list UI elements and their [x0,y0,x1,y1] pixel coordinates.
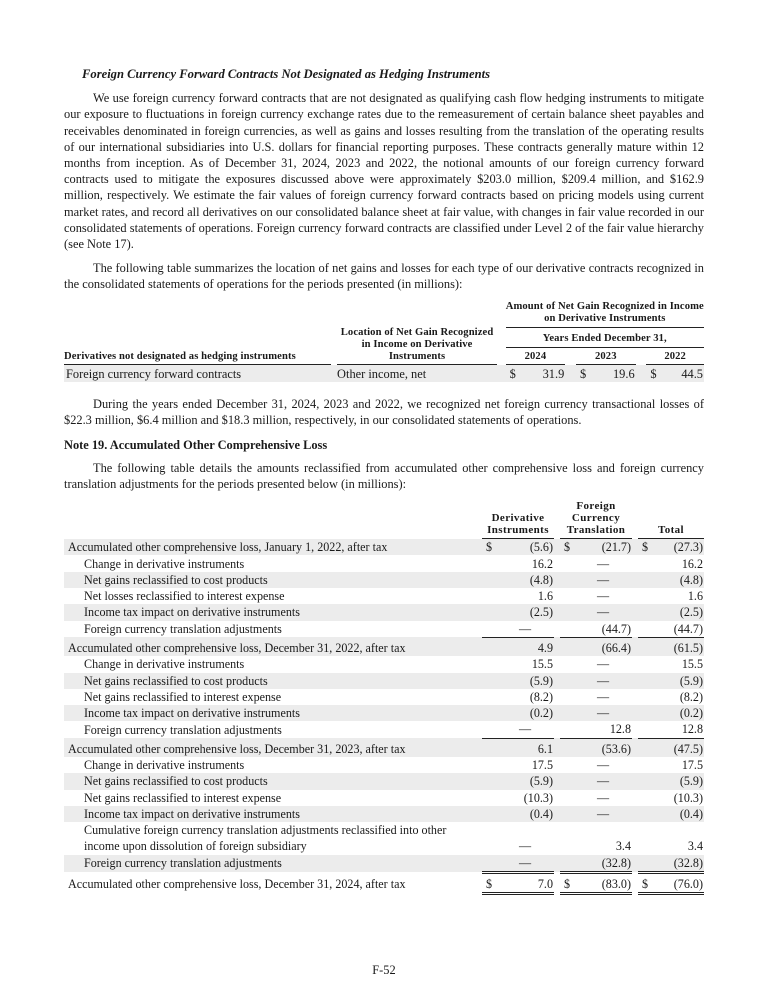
cell-value: (53.6) [574,738,632,757]
cell-value: (5.6) [496,539,554,556]
cell-value: — [596,758,610,773]
currency-symbol [638,588,652,604]
currency-symbol [560,588,574,604]
cell-value: — [596,657,610,672]
currency-symbol [482,555,496,571]
cell-value: (32.8) [652,855,704,873]
currency-symbol [638,689,652,705]
currency-symbol: $ [506,365,521,383]
header-year-2022: 2022 [646,347,704,364]
currency-symbol [482,721,496,738]
cell-value: 12.8 [574,721,632,738]
currency-symbol [638,673,652,689]
cell-value: 1.6 [537,589,553,604]
table-row [64,656,704,672]
cell-value: — [496,855,554,873]
currency-symbol [482,637,496,656]
cell-value: (10.3) [673,790,703,805]
currency-symbol [638,572,652,588]
cell-value: 3.4 [687,839,703,854]
cell-value: — [596,689,610,704]
aoci-table-body [64,539,704,894]
cell-value: 6.1 [496,738,554,757]
page-number: F-52 [372,963,396,977]
row-label: Foreign currency translation adjustments [64,855,476,873]
row-label: Accumulated other comprehensive loss, December 31, 2023, after tax [64,738,476,757]
balance-row [64,637,704,656]
currency-symbol [560,637,574,656]
currency-symbol [560,721,574,738]
currency-symbol [560,757,574,773]
table-row [64,757,704,773]
header-amount-net-gain: Amount of Net Gain Recognized in Income on Derivative Instruments [506,301,704,328]
cell-value: (0.2) [496,705,554,721]
currency-symbol: $ [560,539,574,556]
header-derivative-instruments: Derivative Instruments [482,500,554,539]
row-label: Foreign currency translation adjustments [84,722,282,737]
cell-value: (21.7) [574,539,632,556]
balance-row [64,738,704,757]
cell-value: (32.8) [574,855,632,873]
cell-value: (5.9) [652,773,704,789]
cell-value: — [574,604,632,620]
row-label: Net gains reclassified to cost products [64,572,476,588]
value-2024: 31.9 [521,365,566,383]
table-row [64,806,704,822]
currency-symbol [482,773,496,789]
currency-symbol [638,822,652,854]
currency-symbol [482,705,496,721]
row-label: Change in derivative instruments [84,657,245,672]
derivative-gains-table [64,301,704,383]
currency-symbol: $ [576,365,591,383]
note-19-heading: Note 19. Accumulated Other Comprehensive Loss [64,437,328,452]
cell-value: 17.5 [531,758,553,773]
cell-value: (66.4) [574,637,632,656]
cell-value: — [596,790,610,805]
value-2023: 19.6 [591,365,636,383]
table-row [64,588,704,604]
currency-symbol: $ [646,365,661,383]
header-years-ended: Years Ended December 31, [506,327,704,347]
cell-value: (76.0) [652,872,704,893]
currency-symbol [560,822,574,854]
currency-symbol: $ [482,539,496,556]
aoci-table [64,500,704,895]
currency-symbol [482,673,496,689]
currency-symbol [482,806,496,822]
cell-value: (4.8) [496,572,554,588]
row-location: Other income, net [337,365,497,383]
row-label: Foreign currency translation adjustments [84,621,282,636]
document-page [64,66,704,895]
currency-symbol [482,790,496,806]
currency-symbol [482,757,496,773]
cell-value: — [496,621,554,638]
currency-symbol [482,604,496,620]
currency-symbol [482,621,496,638]
currency-symbol [482,588,496,604]
table-row [64,365,704,383]
cell-value: (0.4) [496,806,554,822]
header-location: Location of Net Gain Recognized in Income on Derivative Instruments [337,327,497,365]
currency-symbol [482,689,496,705]
table-row [64,721,704,738]
row-label: Net gains reclassified to cost products [64,773,476,789]
header-year-2024: 2024 [506,347,566,364]
currency-symbol [482,572,496,588]
cell-value: (47.5) [652,738,704,757]
cell-value: — [596,556,610,571]
currency-symbol [638,855,652,873]
table-row [64,673,704,689]
cell-value: — [574,806,632,822]
currency-symbol [638,637,652,656]
currency-symbol [560,773,574,789]
cell-value: — [518,839,532,854]
row-label: Change in derivative instruments [84,758,245,773]
table-row [64,621,704,638]
table-row [64,773,704,789]
header-year-2023: 2023 [576,347,636,364]
currency-symbol [638,555,652,571]
currency-symbol [560,705,574,721]
row-label: Cumulative foreign currency translation adjustments reclassified into other income upon dissolution of foreign subsidiary [84,823,447,854]
cell-value: (44.7) [652,621,704,638]
currency-symbol [560,604,574,620]
table-row [64,790,704,806]
currency-symbol [560,790,574,806]
cell-value: 16.2 [681,556,703,571]
value-2022: 44.5 [661,365,704,383]
row-label: Net gains reclassified to interest expense [84,790,282,805]
table-row [64,689,704,705]
cell-value: (61.5) [652,637,704,656]
cell-value: 7.0 [496,872,554,893]
paragraph-forward-contracts: We use foreign currency forward contracts that are not designated as qualifying cash flow hedging instruments to mitigate our exposure to fluctuations in foreign currency exchange rates due to the remeasurement of certain balance sheet payables and receivables denominated in foreign currencies, as well as gains and losses resulting from the translation of the operating results of our international subsidiaries into U.S. dollars for financial reporting purposes. These contracts generally mature within 12 months from inception. As of December 31, 2024, 2023 and 2022, the notional amounts of our foreign currency forward contracts used to mitigate the exposures discussed above were approximately $203.0 million, $209.4 million, and $162.9 million, respectively. We estimate the fair values of foreign currency forward contracts based on pricing models using current market rates, and record all derivatives on our consolidated balance sheet at fair value, with changes in fair value recorded in our consolidated statements of operations. Foreign currency forward contracts are classified under Level 2 of the fair value hierarchy (see Note 17). [64,91,704,252]
cell-value: (4.8) [652,572,704,588]
cell-value: (2.5) [652,604,704,620]
paragraph-table-intro: The following table summarizes the location of net gains and losses for each type of our derivative contracts recognized in the consolidated statements of operations for the periods presented (in millions): [64,261,704,292]
currency-symbol [482,855,496,873]
currency-symbol [638,757,652,773]
currency-symbol [638,806,652,822]
header-derivatives: Derivatives not designated as hedging instruments [64,347,331,364]
cell-value: — [496,721,554,738]
row-label: Net losses reclassified to interest expense [84,589,285,604]
header-total: Total [638,500,704,539]
currency-symbol [560,656,574,672]
cell-value: 15.5 [681,657,703,672]
row-label: Net gains reclassified to cost products [64,673,476,689]
currency-symbol [638,656,652,672]
currency-symbol [560,621,574,638]
table-row [64,555,704,571]
cell-value: (5.9) [652,673,704,689]
currency-symbol [638,705,652,721]
section-heading-forward-contracts: Foreign Currency Forward Contracts Not Designated as Hedging Instruments [82,67,490,81]
cell-value: (8.2) [529,689,553,704]
currency-symbol [638,738,652,757]
table-row [64,855,704,873]
currency-symbol [560,738,574,757]
cell-value: 4.9 [496,637,554,656]
cell-value: (44.7) [574,621,632,638]
currency-symbol [482,738,496,757]
currency-symbol [560,689,574,705]
row-label: Income tax impact on derivative instruments [64,806,476,822]
paragraph-note-19-intro: The following table details the amounts reclassified from accumulated other comprehensive loss and foreign currency translation adjustments for the periods presented below (in millions): [64,460,704,491]
currency-symbol [638,773,652,789]
row-label: Foreign currency forward contracts [64,365,331,383]
currency-symbol [560,555,574,571]
row-label: Accumulated other comprehensive loss, December 31, 2022, after tax [64,637,476,656]
row-label: Accumulated other comprehensive loss, December 31, 2024, after tax [68,876,406,891]
cell-value: (2.5) [496,604,554,620]
row-label: Income tax impact on derivative instruments [64,604,476,620]
cell-value: (10.3) [523,790,553,805]
table-row [64,604,704,620]
currency-symbol [638,721,652,738]
currency-symbol [560,572,574,588]
cell-value: 15.5 [531,657,553,672]
cell-value: — [596,589,610,604]
cell-value: 12.8 [652,721,704,738]
row-label: Income tax impact on derivative instruments [64,705,476,721]
cell-value: — [574,773,632,789]
table-row [64,705,704,721]
cell-value: — [574,572,632,588]
table-row [64,572,704,588]
table-row [64,822,704,854]
cell-value: 16.2 [531,556,553,571]
currency-symbol [560,673,574,689]
cell-value: — [574,673,632,689]
currency-symbol [560,855,574,873]
cell-value: (83.0) [574,872,632,893]
currency-symbol [638,790,652,806]
currency-symbol: $ [560,872,574,893]
cell-value: (5.9) [496,773,554,789]
cell-value: 17.5 [681,758,703,773]
currency-symbol [482,822,496,854]
balance-row [64,539,704,556]
currency-symbol [482,656,496,672]
currency-symbol [560,806,574,822]
header-foreign-currency-translation: Foreign Currency Translation [560,500,632,539]
cell-value: 1.6 [687,589,703,604]
cell-value: (8.2) [679,689,703,704]
row-label: Change in derivative instruments [84,556,245,571]
currency-symbol: $ [638,539,652,556]
cell-value: (5.9) [496,673,554,689]
currency-symbol [638,604,652,620]
row-label: Accumulated other comprehensive loss, January 1, 2022, after tax [64,539,476,556]
cell-value: 3.4 [615,839,631,854]
cell-value: (27.3) [652,539,704,556]
currency-symbol: $ [482,872,496,893]
balance-row [64,872,704,893]
cell-value: (0.4) [652,806,704,822]
paragraph-transactional-losses: During the years ended December 31, 2024, 2023 and 2022, we recognized net foreign currency transactional losses of $22.3 million, $6.4 million and $18.3 million, respectively, in our consolidated statements of operations. [64,397,704,428]
cell-value: (0.2) [652,705,704,721]
currency-symbol: $ [638,872,652,893]
currency-symbol [638,621,652,638]
cell-value: — [574,705,632,721]
row-label: Net gains reclassified to interest expense [84,689,282,704]
